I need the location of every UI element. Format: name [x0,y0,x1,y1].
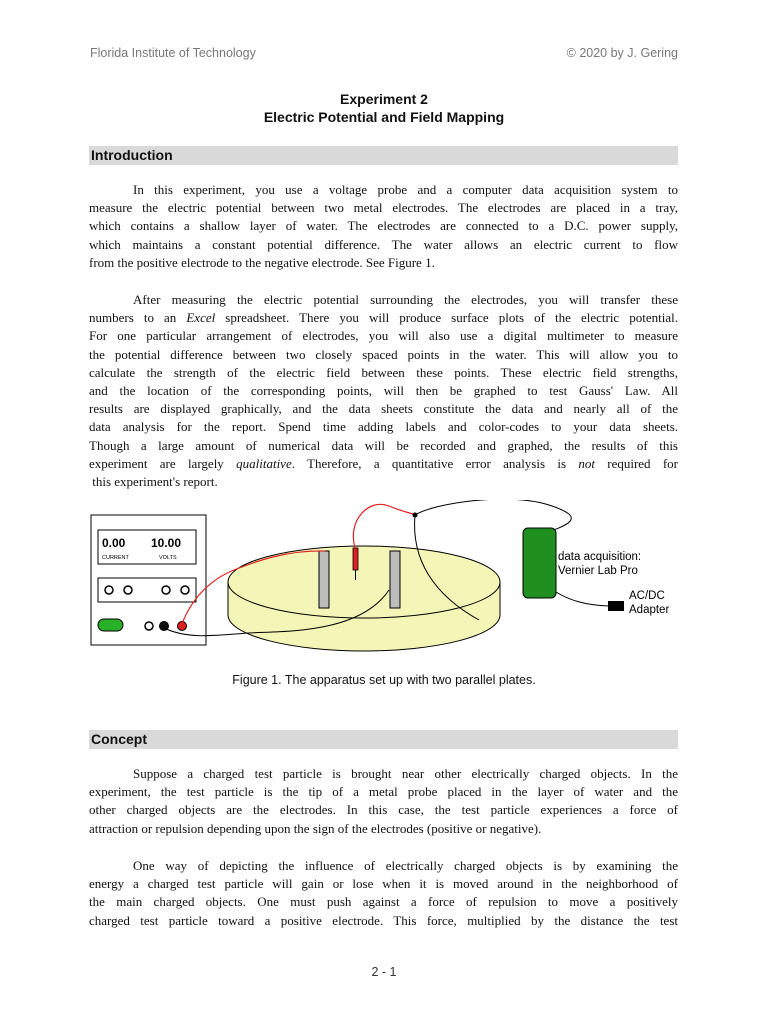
adapter-label-line2: Adapter [629,604,670,616]
text-run: numbers to an [89,310,187,326]
probe-wire [353,504,415,548]
page-number: 2 - 1 [371,965,397,979]
voltage-probe [353,548,358,570]
text-line: this experiment's report. [89,474,218,490]
text-line: In this experiment, you use a voltage probe and a computer data acquisition system to [133,182,678,197]
text-line: and the location of the corresponding points, will then be graphed to test Gauss' Law. All [89,383,678,399]
text-line: which contains a shallow layer of water. The electrodes are connected to a D.C. power supply, [89,218,678,234]
text-line: experiment, the test particle is the tip of a metal probe placed in the layer of water and the [89,784,678,800]
text-line: attraction or repulsion depending upon the sign of the electrodes (positive or negative). [89,820,542,836]
text-line [89,309,678,327]
section-heading-label: Concept [91,731,147,747]
electrode-plate-left [319,551,329,608]
text-line: Suppose a charged test particle is brought near other electrically charged objects. In the [133,766,678,781]
text-line: results are displayed graphically, and the data sheets constitute the data and nearly all of the [89,401,678,417]
current-label: CURRENT [102,555,129,561]
ground-terminal-icon [145,622,153,630]
current-readout: 0.00 [102,536,126,550]
text-line: other charged objects are the electrodes. In this case, the test particle experiences a force of [89,802,678,818]
emphasis-excel: Excel [186,310,216,326]
text-line: from the positive electrode to the negative electrode. See Figure 1. [89,254,435,270]
text-line: energy a charged test particle will gain or lose when it is moved around in the neighborhood of [89,876,678,892]
text-line: Though a large amount of numerical data will be recorded and graphed, the results of this [89,437,678,453]
emphasis-qualitative: qualitative [236,455,292,471]
text-line: charged test particle toward a positive electrode. This force, multiplied by the distance the test [89,912,678,928]
text-line: which maintains a constant potential difference. The water allows an electric current to flow [89,236,678,252]
text-run: experiment are largely [89,455,237,471]
header-copyright: © 2020 by J. Gering [566,46,678,60]
volts-label: VOLTS [159,555,177,561]
volts-readout: 10.00 [151,536,182,550]
text-line: For one particular arrangement of electrodes, you will also use a digital multimeter to measure [89,328,678,344]
text-line: measure the electric potential between two metal electrodes. The electrodes are placed in a tray, [89,200,678,216]
section-heading-label: Introduction [91,147,173,163]
electrode-plate-right [390,551,400,608]
daq-unit [523,528,556,598]
section-heading-introduction [89,146,678,165]
text-line [89,455,678,473]
apparatus-figure [89,500,689,670]
power-button [98,619,123,631]
text-line: the main charged objects. One must push against a force of repulsion to move a positively [89,894,678,910]
text-line: calculate the strength of the electric field between these points. These electric field strengths, [89,364,678,380]
text-line: data analysis for the report. Spend time adding labels and color-codes to your data sheets. [89,419,678,435]
text-run: spreadsheet. There you will produce surface plots of the electric potential. [215,310,678,326]
concept-paragraph-1 [89,765,678,838]
text-line: After measuring the electric potential surrounding the electrodes, you will transfer these [133,292,678,307]
text-run: required for [594,455,678,471]
intro-paragraph-1 [89,181,678,272]
text-run: . Therefore, a quantitative error analysis is [291,455,579,471]
emphasis-not: not [578,455,595,471]
daq-label-line2: Vernier Lab Pro [558,565,638,577]
adapter-plug-icon [608,601,624,611]
header-institution: Florida Institute of Technology [90,46,256,60]
adapter-label-line1: AC/DC [629,590,665,602]
experiment-title: Electric Potential and Field Mapping [263,109,505,125]
section-heading-concept [89,730,678,749]
adapter-cable [556,592,609,606]
text-line: One way of depicting the influence of electrically charged objects is by examining the [133,858,678,873]
concept-paragraph-2 [89,857,678,930]
text-line: the potential difference between two closely spaced points in the water. This will allow you to [89,346,678,362]
intro-paragraph-2 [89,291,678,491]
experiment-number: Experiment 2 [340,91,428,107]
daq-label-line1: data acquisition: [558,551,642,563]
figure-caption: Figure 1. The apparatus set up with two parallel plates. [232,673,536,687]
